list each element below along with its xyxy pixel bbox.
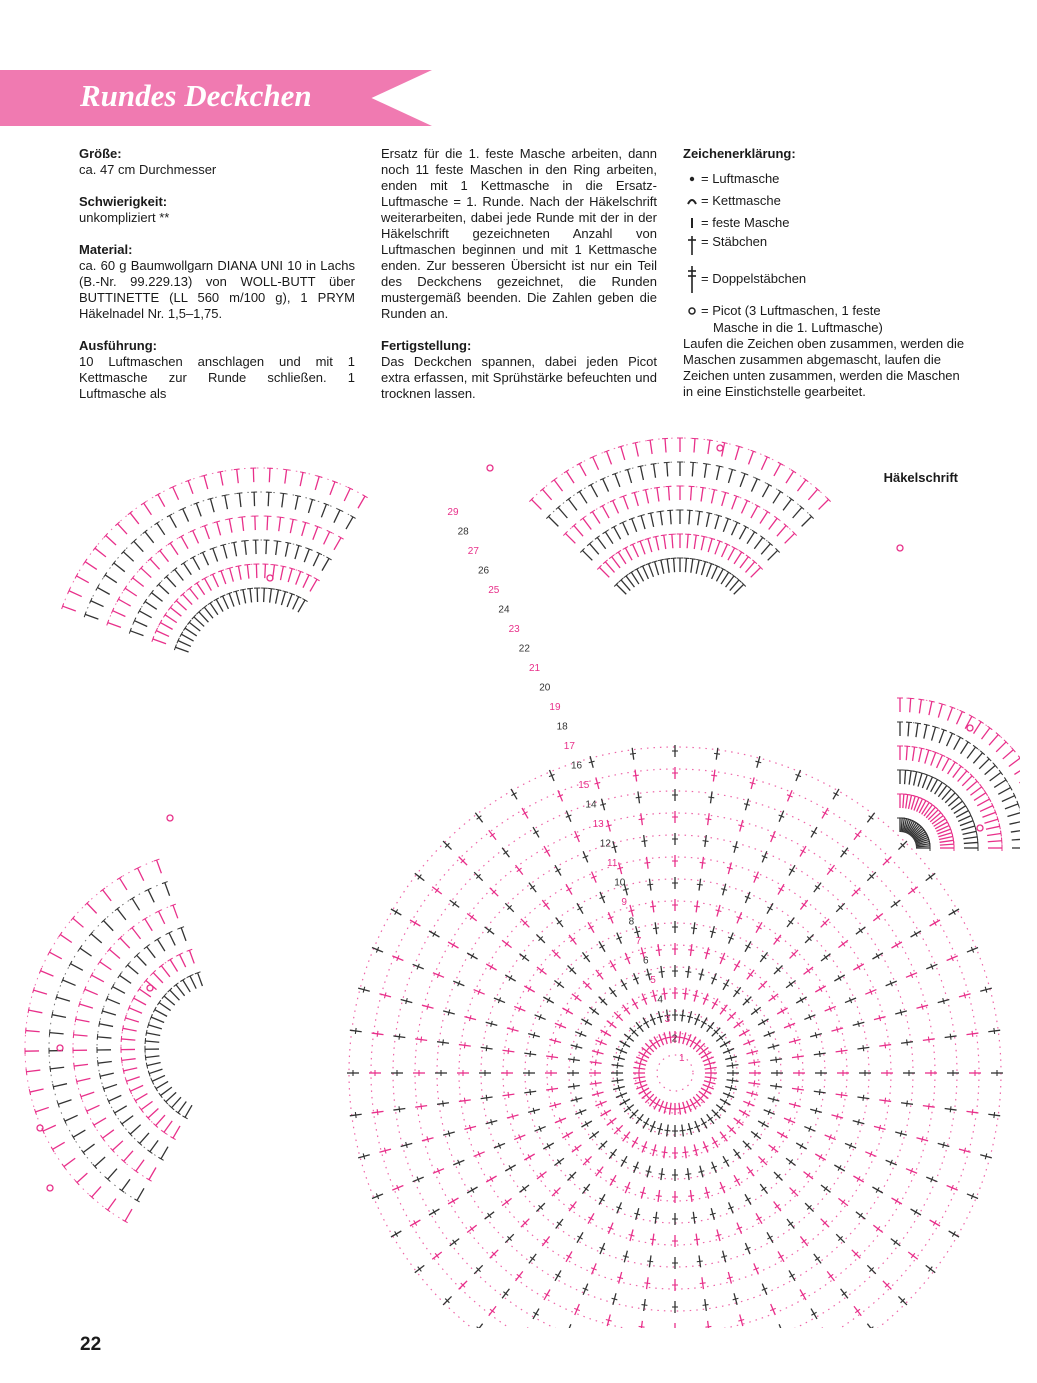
difficulty-heading: Schwierigkeit: xyxy=(79,194,168,209)
round-label: 8 xyxy=(628,916,635,928)
column-2 xyxy=(381,146,657,402)
round-label: 6 xyxy=(643,955,649,967)
chart-title: Häkelschrift xyxy=(883,470,958,485)
legend-item xyxy=(683,212,973,234)
round-label: 11 xyxy=(607,858,618,869)
round-label: 13 xyxy=(592,819,604,830)
legend-label: = Luftmasche xyxy=(701,171,780,186)
legend-label: = Doppelstäbchen xyxy=(701,271,807,286)
round-label: 1 xyxy=(679,1053,685,1064)
round-label: 19 xyxy=(549,702,561,713)
page-number: 22 xyxy=(80,1334,102,1355)
finishing-heading: Fertigstellung: xyxy=(381,338,472,353)
round-label: 12 xyxy=(599,838,611,850)
round-label: 18 xyxy=(556,721,568,733)
difficulty-text: unkompliziert ** xyxy=(79,210,170,225)
finishing-text: Das Deckchen spannen, dabei jeden Picot extra erfassen, mit Sprühstärke befeuchten und trocknen lassen. xyxy=(381,354,657,401)
size-text: ca. 47 cm Durchmesser xyxy=(79,162,217,177)
round-label: 15 xyxy=(578,780,590,791)
execution-continued: Ersatz für die 1. feste Masche arbeiten, dann noch 11 feste Maschen in den Ring arbeiten, enden mit 1 Kettmasche in die Ersatz-Luftmasche = 1. Runde. Nach der Häkelschrift weiterarbeiten, dabei jede Runde mit der in der Häkelschrift gezeichneten Anzahl von Luftmaschen beginnen und mit 1 Kettmasche enden. Zur besseren Übersicht ist nur ein Teil des Deckchens gezeichnet, die Runden mustergemäß beenden. Die Zahlen geben die Runden an. xyxy=(381,146,657,321)
round-label: 5 xyxy=(650,975,656,986)
legend-item xyxy=(683,234,973,260)
round-label: 2 xyxy=(671,1033,678,1045)
legend-note: Laufen die Zeichen oben zusammen, werden die Maschen zusammen abgemascht, laufen die Zeichen unten zusammen, werden die Maschen in eine Einstichstelle gearbeitet. xyxy=(683,336,965,399)
arc-icon xyxy=(683,196,701,206)
round-label: 10 xyxy=(614,877,626,889)
crochet-chart xyxy=(20,428,1020,1328)
legend xyxy=(683,146,973,400)
legend-item xyxy=(683,260,973,298)
picot-continued: Masche in die 1. Luftmasche) xyxy=(713,320,883,335)
round-label: 29 xyxy=(447,507,459,518)
dot-icon xyxy=(683,175,701,183)
round-label: 3 xyxy=(664,1014,671,1025)
material-text: ca. 60 g Baumwollgarn DIANA UNI 10 in Lachs (B.-Nr. 99.229.13) von WOLL-BUTT über BUTTINETTE (LL 560 m/100 g), 1 PRYM Häkelnadel Nr. 1,5–1,75. xyxy=(79,258,355,321)
round-label: 20 xyxy=(539,682,551,694)
round-label: 22 xyxy=(518,643,530,655)
round-label: 9 xyxy=(621,897,627,908)
round-label: 28 xyxy=(457,526,469,538)
execution-heading: Ausführung: xyxy=(79,338,157,353)
picot-icon xyxy=(683,306,701,316)
round-label: 14 xyxy=(585,799,597,811)
page-title: Rundes Deckchen xyxy=(80,78,312,113)
legend-label: = feste Masche xyxy=(701,215,790,230)
material-heading: Material: xyxy=(79,242,133,257)
dc-icon xyxy=(683,234,701,256)
round-label: 16 xyxy=(571,760,583,772)
column-1 xyxy=(79,146,355,402)
crochet-chart-svg xyxy=(20,428,1020,1328)
legend-heading: Zeichenerklärung: xyxy=(683,146,796,161)
round-label: 4 xyxy=(657,994,663,1006)
legend-label: = Stäbchen xyxy=(701,234,768,249)
tr-icon xyxy=(683,264,701,294)
legend-item xyxy=(683,302,973,320)
round-label: 23 xyxy=(508,624,520,635)
round-label: 17 xyxy=(563,741,575,752)
round-label: 26 xyxy=(478,565,490,577)
round-label: 27 xyxy=(467,546,479,557)
round-label: 21 xyxy=(529,663,541,674)
legend-label: = Kettmasche xyxy=(701,193,781,208)
round-label: 25 xyxy=(488,585,500,596)
bar-icon xyxy=(683,217,701,229)
execution-text: 10 Luftmaschen anschlagen und mit 1 Kettmasche zur Runde schließen. 1 Luftmasche als xyxy=(79,354,355,401)
size-heading: Größe: xyxy=(79,146,122,161)
legend-label: = Picot (3 Luftmaschen, 1 feste xyxy=(701,303,881,318)
round-label: 7 xyxy=(635,936,642,947)
legend-item xyxy=(683,168,973,190)
legend-item xyxy=(683,190,973,212)
round-label: 24 xyxy=(498,604,510,616)
